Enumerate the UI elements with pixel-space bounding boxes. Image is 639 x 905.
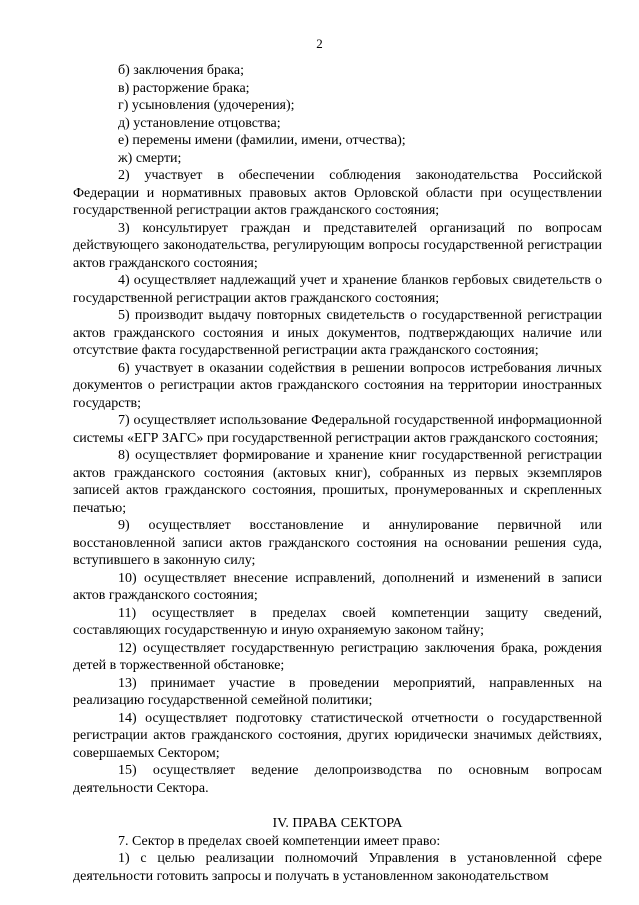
subitem-adoption: г) усыновления (удочерения);	[118, 98, 295, 113]
subitem-divorce: в) расторжение брака;	[118, 80, 250, 96]
list-item-2: 2) участвует в обеспечении соблюдения законодательства Российской Федерации и нормативных правовых актов Орловской области при осуществлении государственной регистрации актов гражданского состояния;	[73, 168, 602, 218]
subitem-paternity: д) установление отцовства;	[118, 115, 281, 131]
list-item-15: 15) осуществляет ведение делопроизводства по основным вопросам деятельности Сектора.	[73, 763, 602, 796]
list-item-11: 11) осуществляет в пределах своей компетенции защиту сведений, составляющих государственную и иную охраняемую законом тайну;	[73, 605, 602, 638]
subitem-marriage: б) заключения брака;	[118, 63, 244, 78]
list-item-13: 13) принимает участие в проведении мероприятий, направленных на реализацию государственной семейной политики;	[73, 675, 602, 708]
document-body	[73, 62, 602, 885]
list-item-7: 7) осуществляет использование Федеральной государственной информационной системы «ЕГР ЗАГС» при государственной регистрации актов гражданского состояния;	[73, 413, 602, 446]
section-intro: 7. Сектор в пределах своей компетенции имеет право:	[118, 833, 441, 849]
list-item-5: 5) производит выдачу повторных свидетельств о государственной регистрации актов гражданского состояния и иных документов, подтверждающих наличие или отсутствие факта государственной регистрации акта гражданского состояния;	[73, 308, 602, 358]
list-item-6: 6) участвует в оказании содействия в решении вопросов истребования личных документов о регистрации актов гражданского состояния на территории иностранных государств;	[73, 360, 602, 411]
list-item-4: 4) осуществляет надлежащий учет и хранение бланков гербовых свидетельств о государственной регистрации актов гражданского состояния;	[73, 273, 602, 306]
subitem-death: ж) смерти;	[118, 150, 182, 166]
section-item-1: 1) с целью реализации полномочий Управления в установленной сфере деятельности готовить запросы и получать в установленном законодательством	[73, 851, 602, 884]
list-item-10: 10) осуществляет внесение исправлений, дополнений и изменений в записи актов гражданского состояния;	[73, 570, 602, 603]
section-heading: IV. ПРАВА СЕКТОРА	[272, 816, 403, 831]
list-item-3: 3) консультирует граждан и представителей организаций по вопросам действующего законодательства, регулирующим вопросы государственной регистрации актов гражданского состояния;	[73, 220, 602, 271]
subitem-name-change: е) перемены имени (фамилии, имени, отчества);	[118, 133, 406, 148]
list-item-9: 9) осуществляет восстановление и аннулирование первичной или восстановленной записи актов гражданского состояния на основании решения суда, вступившего в законную силу;	[73, 518, 602, 568]
list-item-14: 14) осуществляет подготовку статистической отчетности о государственной регистрации актов гражданского состояния, других юридически значимых действиях, совершаемых Сектором;	[73, 710, 602, 761]
list-item-12: 12) осуществляет государственную регистрацию заключения брака, рождения детей в торжественной обстановке;	[73, 640, 602, 673]
list-item-8: 8) осуществляет формирование и хранение книг государственной регистрации актов гражданского состояния (актовых книг), собранных из первых экземпляров записей актов гражданского состояния, прошитых, пронумерованных и скрепленных печатью;	[73, 448, 602, 516]
page-number: 2	[316, 36, 323, 51]
